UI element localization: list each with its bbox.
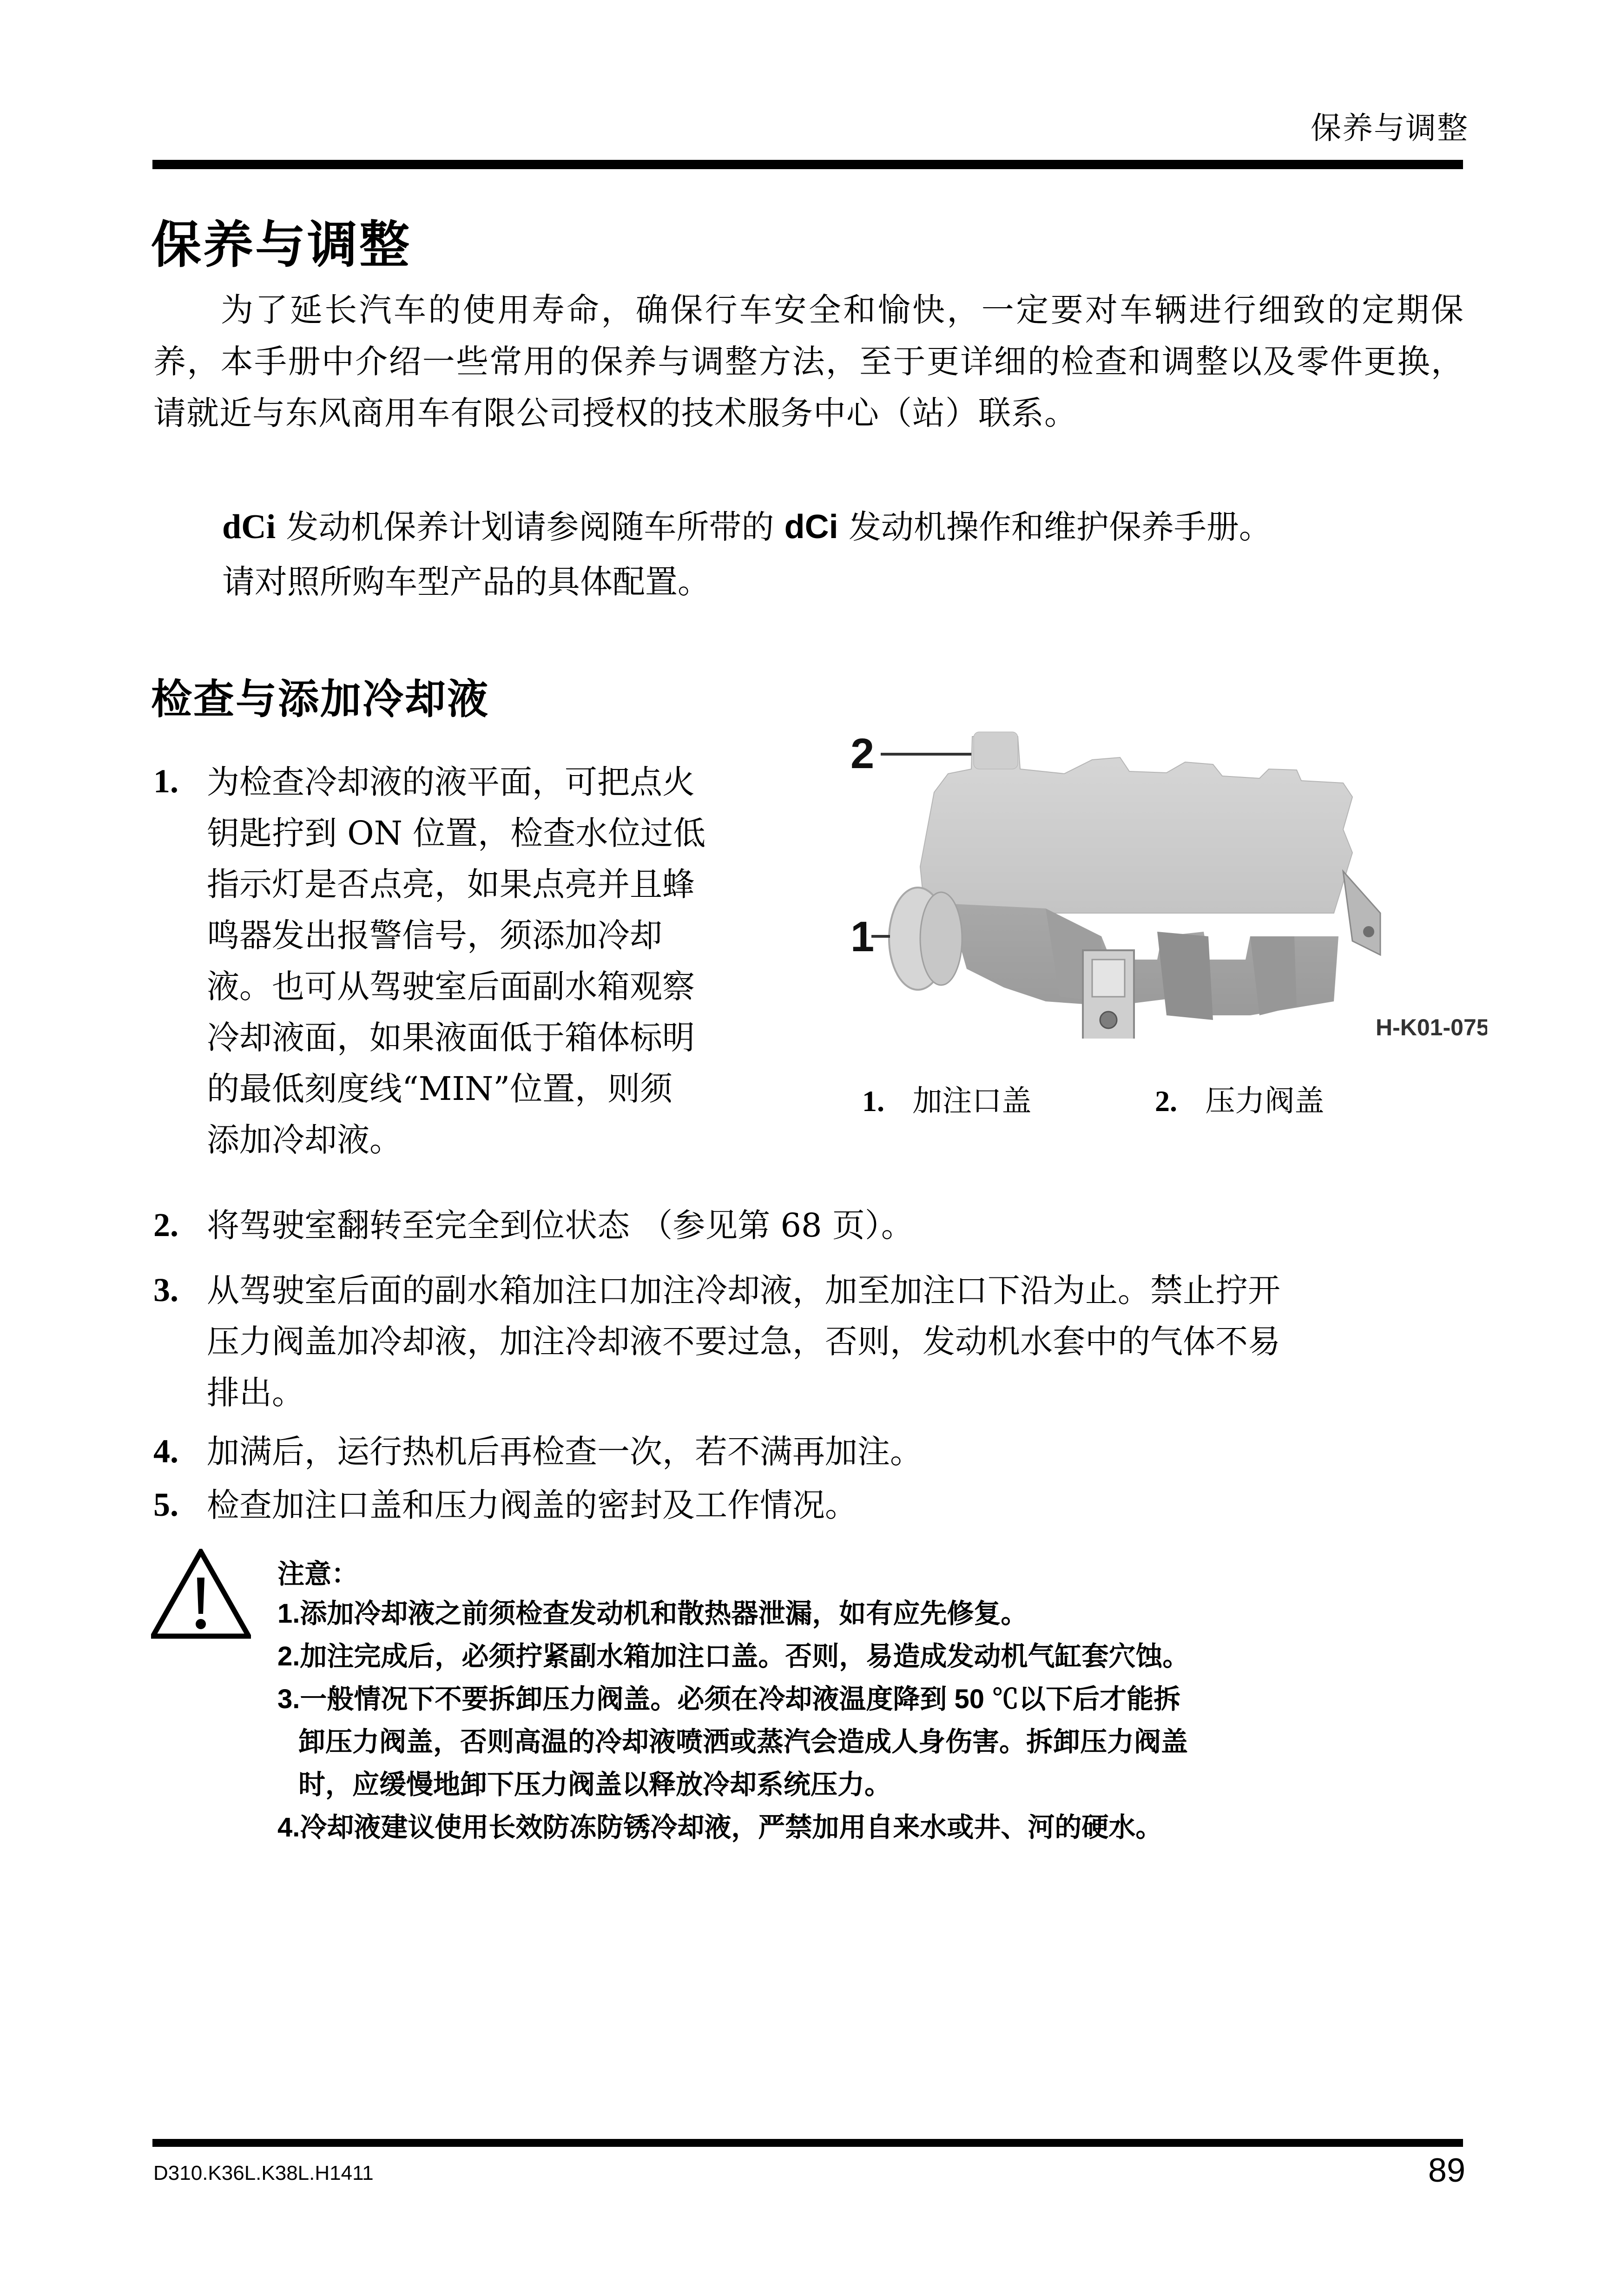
caption-1	[862, 1077, 1031, 1120]
caution-line: 3.一般情况下不要拆卸压力阀盖。必须在冷却液温度降到 50 ℃以下后才能拆	[277, 1684, 1181, 1714]
callout-2: 2	[850, 730, 875, 777]
page-number: 89	[1428, 2152, 1465, 2189]
footer-document-code: D310.K36L.K38L.H1411	[153, 2162, 374, 2184]
coolant-tank-illustration	[850, 718, 1487, 1039]
footer-rule	[152, 2139, 1463, 2147]
caption-1-number: 1.	[862, 1085, 884, 1118]
item-1-line: 添加冷却液。	[207, 1121, 402, 1159]
caution-line: 卸压力阀盖，否则高温的冷却液喷洒或蒸汽会造成人身伤害。拆卸压力阀盖	[298, 1727, 1188, 1757]
item-4-number: 4.	[153, 1433, 178, 1470]
caption-1-label: 加注口盖	[912, 1084, 1032, 1118]
item-1-text	[207, 757, 783, 1165]
item-1-line: 液。也可从驾驶室后面副水箱观察	[207, 967, 695, 1006]
item-3-line: 排出。	[207, 1374, 304, 1412]
caution-line: 1.添加冷却液之前须检查发动机和散热器泄漏，如有应先修复。	[277, 1599, 1028, 1629]
intro-paragraph: 为了延长汽车的使用寿命，确保行车安全和愉快，一定要对车辆进行细致的定期保养，本手册中介绍一些常用的保养与调整方法，至于更详细的检查和调整以及零件更换，请就近与东风商用车有限公司授权的技术服务中心（站）联系。	[153, 291, 1464, 432]
item-4-text	[207, 1426, 923, 1477]
caption-2-label: 压力阀盖	[1205, 1084, 1325, 1118]
coolant-tank-figure	[850, 718, 1487, 1039]
caution-heading: 注意：	[277, 1559, 359, 1589]
item-1-line: 指示灯是否点亮，如果点亮并且蜂	[207, 865, 695, 903]
item-4-line: 加满后，运行热机后再检查一次，若不满再加注。	[207, 1433, 923, 1471]
running-header-title: 保养与调整	[1311, 110, 1469, 146]
caution-line: 2.加注完成后，必须拧紧副水箱加注口盖。否则，易造成发动机气缸套穴蚀。	[277, 1641, 1190, 1671]
caution-line: 时，应缓慢地卸下压力阀盖以释放冷却系统压力。	[298, 1770, 892, 1800]
dci-term-2: dCi	[784, 508, 838, 546]
callout-1: 1	[850, 913, 875, 961]
item-1-line: 钥匙拧到 ON 位置，检查水位过低	[207, 814, 706, 852]
item-2-line: 将驾驶室翻转至完全到位状态 （参见第 68 页）。	[207, 1206, 914, 1244]
dci-term: dCi	[222, 508, 276, 546]
item-3-line: 从驾驶室后面的副水箱加注口加注冷却液，加至加注口下沿为止。禁止拧开	[207, 1271, 1280, 1309]
item-3-line: 压力阀盖加冷却液，加注冷却液不要过急，否则，发动机水套中的气体不易	[207, 1322, 1280, 1361]
item-5-number: 5.	[153, 1486, 178, 1523]
item-1-number: 1.	[153, 763, 178, 800]
caution-line: 4.冷却液建议使用长效防冻防锈冷却液，严禁加用自来水或井、河的硬水。	[277, 1812, 1163, 1842]
item-2-number: 2.	[153, 1206, 178, 1243]
item-1-line: 冷却液面，如果液面低于箱体标明	[207, 1019, 695, 1057]
item-3-text	[207, 1265, 1466, 1418]
figure-code: H-K01-075	[1376, 1014, 1487, 1039]
item-5-line: 检查加注口盖和压力阀盖的密封及工作情况。	[207, 1486, 857, 1524]
config-line: 请对照所购车型产品的具体配置。	[222, 563, 710, 601]
item-1-line: 为检查冷却液的液平面，可把点火	[207, 763, 695, 801]
warning-triangle-icon	[151, 1549, 251, 1639]
item-5-text	[207, 1480, 857, 1531]
dci-text-2: 发动机操作和维护保养手册。	[838, 508, 1272, 546]
item-3-number: 3.	[153, 1271, 178, 1309]
item-1-line: 鸣器发出报警信号，须添加冷却	[207, 916, 662, 954]
item-2-text	[207, 1200, 914, 1251]
header-rule	[152, 160, 1463, 169]
page-title: 保养与调整	[151, 216, 412, 274]
dci-line	[222, 501, 1272, 548]
caption-2	[1155, 1077, 1324, 1120]
caption-2-number: 2.	[1155, 1085, 1177, 1118]
dci-text-1: 发动机保养计划请参阅随车所带的	[276, 508, 784, 546]
item-1-line: 的最低刻度线“MIN”位置，则须	[207, 1070, 673, 1108]
section-title: 检查与添加冷却液	[151, 675, 490, 723]
